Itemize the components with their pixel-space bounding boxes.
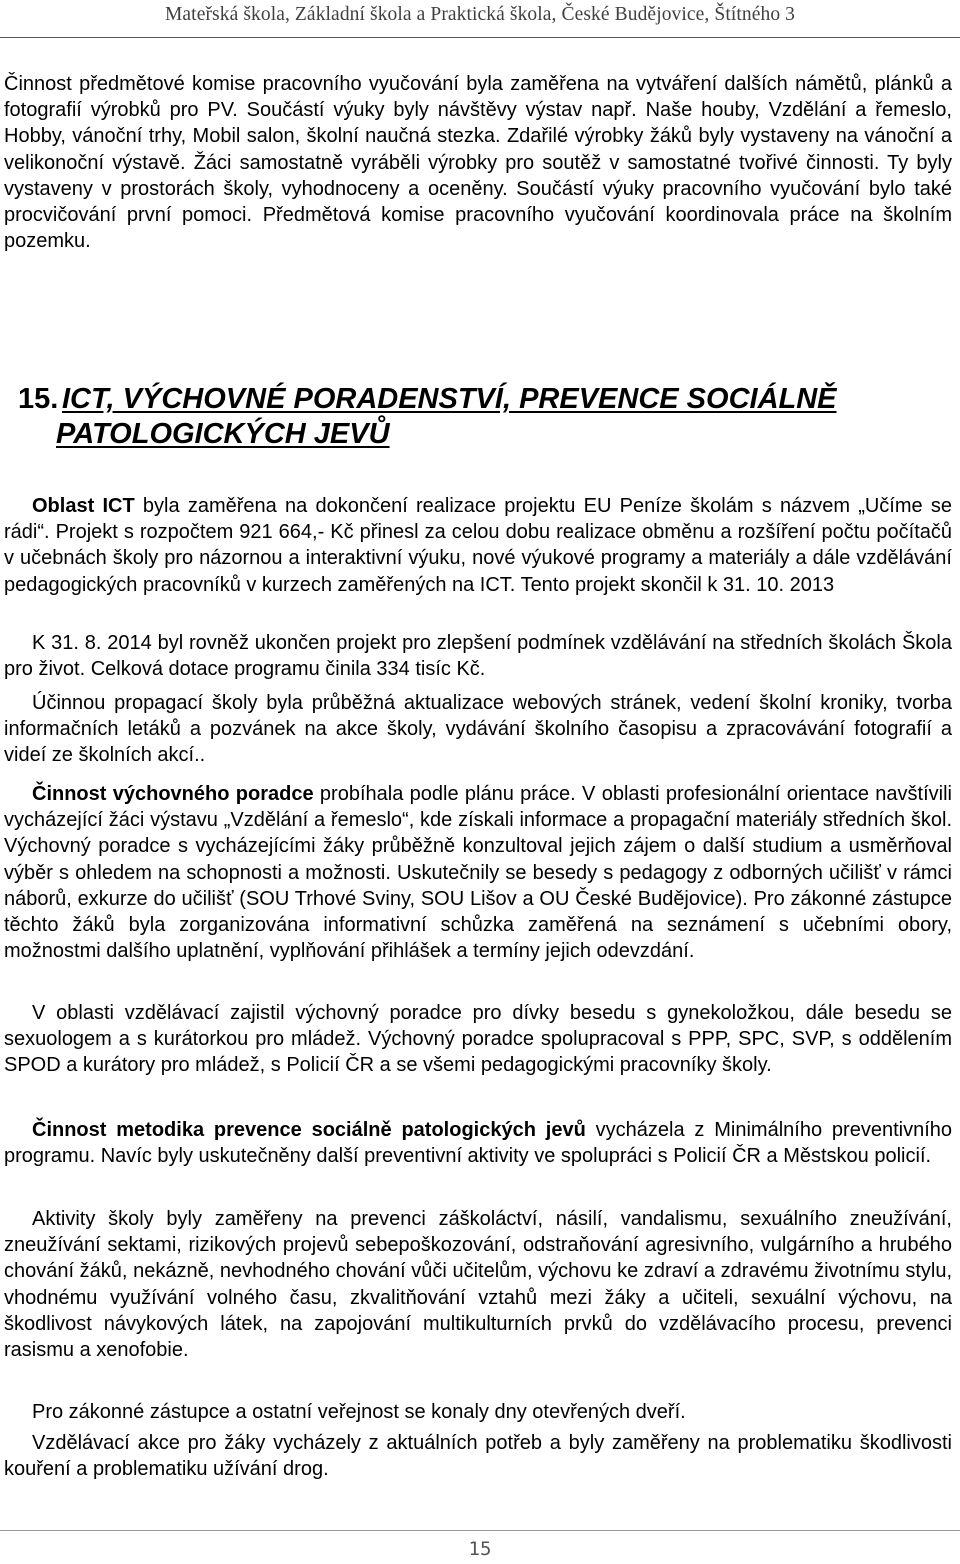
poradce-paragraph bbox=[4, 781, 952, 964]
metodik-text: vycházela z Minimálního preventivního programu. Navíc byly uskutečněny další preventivní aktivity ve spolupráci s Policií ČR a Městskou policií. bbox=[4, 1119, 953, 1168]
section-title-line2: PATOLOGICKÝCH JEVŮ bbox=[56, 418, 390, 450]
metodik-lead: Činnost metodika prevence sociálně patologických jevů bbox=[32, 1119, 586, 1141]
zastupce-paragraph: Pro zákonné zástupce a ostatní veřejnost se konaly dny otevřených dveří. bbox=[32, 1401, 686, 1423]
running-header: Mateřská škola, Základní škola a Praktická škola, České Budějovice, Štítného 3 bbox=[164, 4, 796, 25]
header-divider bbox=[0, 37, 960, 38]
propagace-paragraph: Účinnou propagací školy byla průběžná aktualizace webových stránek, vedení školní kroniky, tvorba informačních letáků a pozvánek na akce školy, vydávání školního časopisu a zpracovávání fotografií a videí ze školních akcí.. bbox=[4, 692, 952, 767]
footer-divider bbox=[0, 1530, 960, 1531]
ict-text: byla zaměřena na dokončení realizace projektu EU Peníze školám s názvem „Učíme se rádi“. Projekt s rozpočtem 921 664,- Kč přinesl za celou dobu realizace obměnu a rozšíření počtu počítačů v učebnách školy pro názornou a interaktivní výuku, nové výukové programy a materiály a dále vzdělávání pedagogických pracovníků v kurzech zaměřených na ICT. Tento projekt skončil k 31. 10. 2013 bbox=[4, 495, 952, 596]
section-number: 15. bbox=[18, 383, 59, 415]
section-title-line1: ICT, VÝCHOVNÉ PORADENSTVÍ, PREVENCE SOCIÁLNĚ bbox=[62, 383, 837, 415]
page-number: 15 bbox=[468, 1538, 492, 1560]
intro-paragraph: Činnost předmětové komise pracovního vyučování byla zaměřena na vytváření dalších námětů, plánků a fotografií výrobků pro PV. Součástí výuky byly návštěvy výstav např. Naše houby, Vzdělání a řemeslo, Hobby, vánoční trhy, Mobil salon, školní naučná stezka. Zdařilé výrobky žáků byly vystaveny na vánoční a velikonoční výstavě. Žáci samostatně vyráběli výrobky pro soutěž v samostatné tvořivé činnosti. Ty byly vystaveny v prostorách školy, vyhodnoceny a oceněny. Součástí výuky pracovního vyučování bylo také procvičování první pomoci. Předmětová komise pracovního vyučování koordinovala práce na školním pozemku. bbox=[4, 73, 952, 253]
poradce-lead: Činnost výchovného poradce bbox=[32, 783, 314, 805]
aktivity-paragraph: Aktivity školy byly zaměřeny na prevenci záškoláctví, násilí, vandalismu, sexuálního zneužívání, zneužívání sektami, rizikových projevů sebepoškozování, odstraňování agresivního, vulgárního a hrubého chování žáků, nekázně, nevhodného chování vůči učitelům, výchovu ke zdraví a zdravému životnímu stylu, vhodnému využívání volného času, zkvalitňování vztahů mezi žáky a učiteli, sexuální výchovu, na škodlivost návykových látek, na zapojování multikulturních prvků do vzdělávacího procesu, prevenci rasismu a xenofobie. bbox=[4, 1208, 952, 1362]
vzdelavaci-paragraph: V oblasti vzdělávací zajistil výchovný poradce pro dívky besedu s gynekoložkou, dále besedu se sexuologem a s kurátorkou pro mládež. Výchovný poradce spolupracoval s PPP, SPC, SVP, s oddělením SPOD a kurátory pro mládež, s Policií ČR a se všemi pedagogickými pracovníky školy. bbox=[4, 1002, 952, 1077]
akce-paragraph: Vzdělávací akce pro žáky vycházely z aktuálních potřeb a byly zaměřeny na problematiku škodlivosti kouření a problematiku užívání drog. bbox=[4, 1432, 952, 1481]
poradce-text: probíhala podle plánu práce. V oblasti profesionální orientace navštívili vycházející žáci výstavu „Vzdělání a řemeslo“, kde získali informace a propagační materiály středních škol. Výchovný poradce s vycházejícími žáky průběžně konzultoval jejich zájem o další studium a usměrňoval výběr s ohledem na schopnosti a možnosti. Uskutečnily se besedy s pedagogy z odborných učilišť v rámci náborů, exkurze do učilišť (SOU Trhové Sviny, SOU Lišov a OU České Budějovice). Pro zákonné zástupce těchto žáků byla zorganizována informativní schůzka zaměřená na seznámení s učebními obory, možnostmi dalšího uplatnění, vyplňování přihlášek a termíny jejich odevzdání. bbox=[4, 783, 952, 963]
ict-paragraph bbox=[4, 493, 952, 598]
metodik-paragraph bbox=[4, 1117, 952, 1169]
ict-lead: Oblast ICT bbox=[32, 495, 135, 517]
section-heading bbox=[18, 382, 956, 452]
k318-paragraph: K 31. 8. 2014 byl rovněž ukončen projekt pro zlepšení podmínek vzdělávání na středních školách Škola pro život. Celková dotace programu činila 334 tisíc Kč. bbox=[4, 632, 952, 681]
